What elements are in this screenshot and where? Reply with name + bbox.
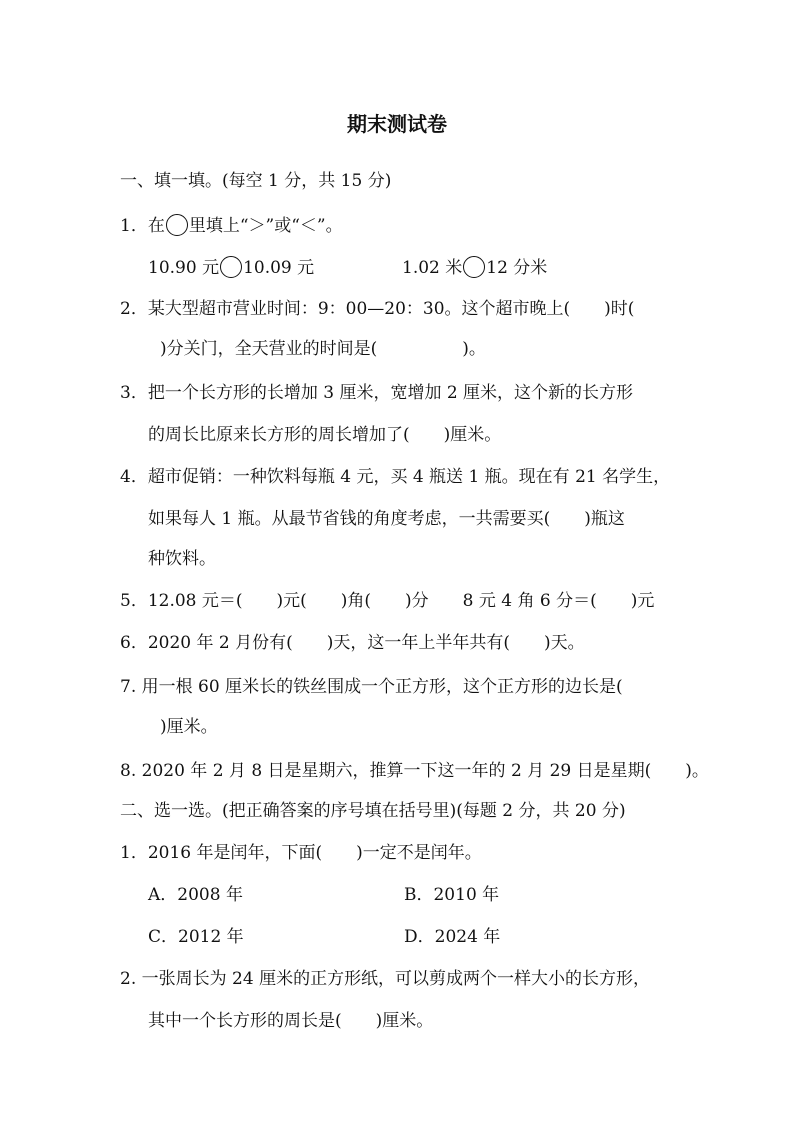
question-1-8: 8. 2020 年 2 月 8 日是星期六，推算一下这一年的 2 月 29 日是星期( )。	[120, 761, 709, 781]
answer-circle[interactable]	[463, 256, 485, 278]
question-1-4-cont: 如果每人 1 瓶。从最节省钱的角度考虑，一共需要买( )瓶这	[148, 509, 625, 529]
question-1-5: 5．12.08 元＝( )元( )角( )分 8 元 4 角 6 分＝( )元	[120, 591, 655, 611]
option-d[interactable]: D．2024 年	[404, 927, 501, 947]
option-b[interactable]: B．2010 年	[404, 885, 500, 905]
question-1-1-left	[148, 256, 314, 279]
option-a[interactable]: A．2008 年	[148, 885, 243, 905]
question-2-2: 2. 一张周长为 24 厘米的正方形纸，可以剪成两个一样大小的长方形，	[120, 969, 651, 989]
question-1-2-cont: )分关门，全天营业的时间是( )。	[160, 339, 486, 359]
question-2-2-cont: 其中一个长方形的周长是( )厘米。	[148, 1011, 434, 1031]
question-1-3: 3．把一个长方形的长增加 3 厘米，宽增加 2 厘米，这个新的长方形	[120, 383, 634, 403]
question-text: 里填上“＞”或“＜”。	[188, 216, 343, 236]
question-text: 10.09 元	[243, 258, 315, 278]
question-1-6: 6．2020 年 2 月份有( )天，这一年上半年共有( )天。	[120, 633, 585, 653]
question-1-4: 4．超市促销：一种饮料每瓶 4 元，买 4 瓶送 1 瓶。现在有 21 名学生，	[120, 467, 671, 487]
section-2-header: 二、选一选。(把正确答案的序号填在括号里)(每题 2 分，共 20 分)	[120, 801, 626, 821]
question-2-1: 1．2016 年是闰年，下面( )一定不是闰年。	[120, 843, 482, 863]
option-c[interactable]: C．2012 年	[148, 927, 244, 947]
question-1-1	[120, 214, 343, 237]
question-text: 1．在	[120, 216, 165, 236]
question-text: 10.90 元	[148, 258, 220, 278]
question-1-7: 7. 用一根 60 厘米长的铁丝围成一个正方形，这个正方形的边长是(	[120, 677, 623, 697]
question-1-7-cont: )厘米。	[160, 717, 218, 737]
question-1-1-right	[402, 256, 547, 279]
question-text: 1.02 米	[402, 258, 463, 278]
question-1-2: 2．某大型超市营业时间：9：00—20：30。这个超市晚上( )时(	[120, 299, 635, 319]
question-1-4-cont2: 种饮料。	[148, 549, 216, 569]
answer-circle[interactable]	[220, 256, 242, 278]
page-title: 期末测试卷	[347, 112, 447, 136]
question-1-3-cont: 的周长比原来长方形的周长增加了( )厘米。	[148, 425, 502, 445]
section-1-header: 一、填一填。(每空 1 分，共 15 分)	[120, 171, 392, 191]
answer-circle[interactable]	[166, 214, 188, 236]
question-text: 12 分米	[486, 258, 548, 278]
